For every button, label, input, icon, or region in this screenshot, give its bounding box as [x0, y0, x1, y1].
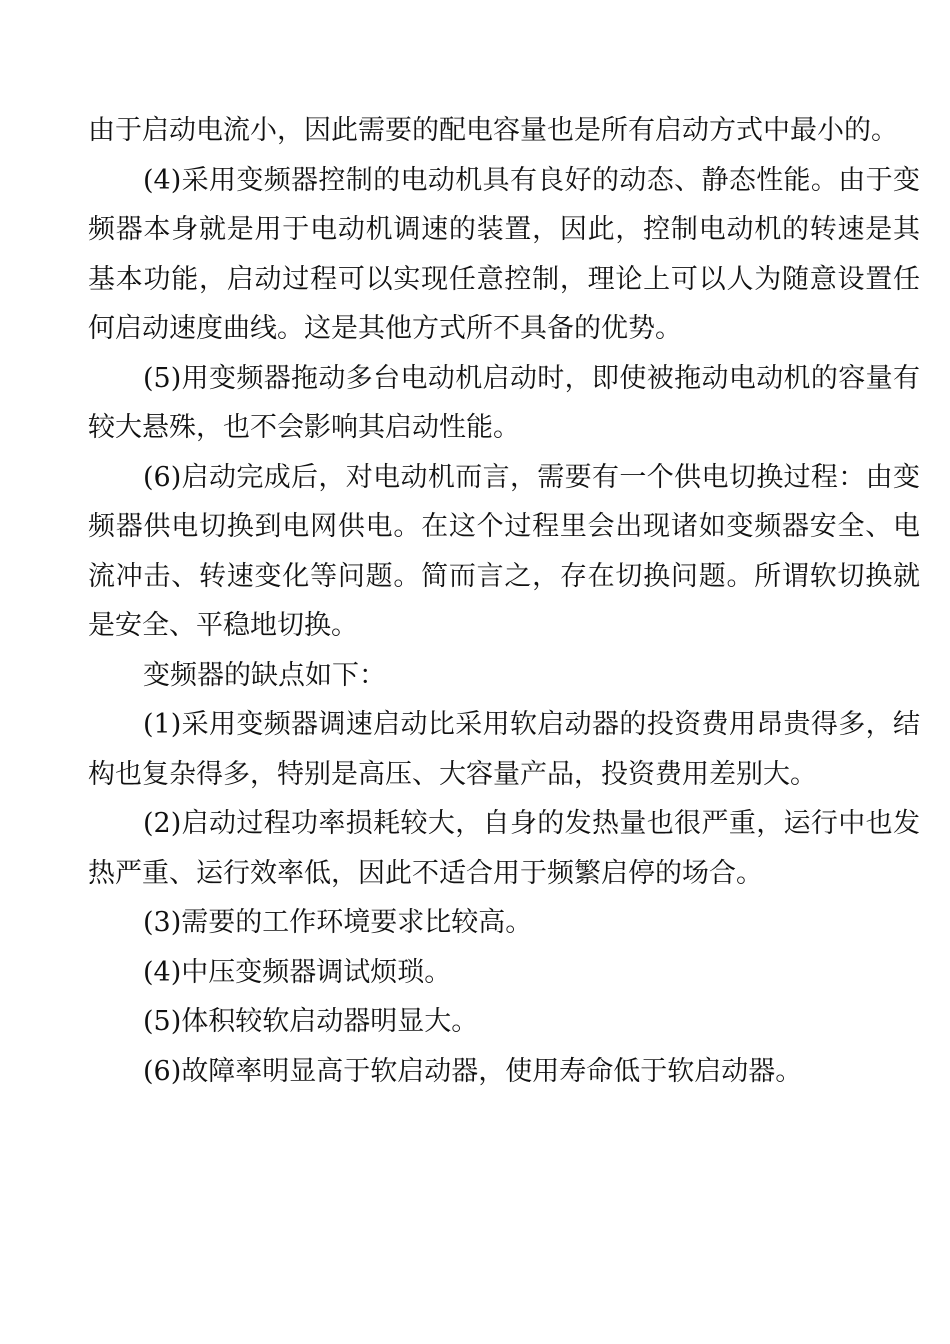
- paragraph-disadvantage-4: (4)中压变频器调试烦琐。: [143, 956, 452, 988]
- paragraph-disadvantage-5: (5)体积较软启动器明显大。: [143, 1006, 479, 1037]
- paragraph-disadvantages-heading: 变频器的缺点如下：: [143, 659, 386, 691]
- paragraph-continuation: 由于启动电流小，因此需要的配电容量也是所有启动方式中最小的。: [88, 115, 898, 146]
- paragraph-disadvantage-2: (2)启动过程功率损耗较大，自身的发热量也很严重，运行中也发热严重、运行效率低，因此不适合用于频繁启停的场合。: [88, 808, 920, 889]
- paragraph-disadvantage-3: (3)需要的工作环境要求比较高。: [143, 907, 533, 938]
- paragraph-advantage-4: (4)采用变频器控制的电动机具有良好的动态、静态性能。由于变频器本身就是用于电动机调速的装置，因此，控制电动机的转速是其基本功能，启动过程可以实现任意控制，理论上可以人为随意设置任何启动速度曲线。这是其他方式所不具备的优势。: [88, 164, 920, 344]
- paragraph-disadvantage-6: (6)故障率明显高于软启动器，使用寿命低于软启动器。: [143, 1055, 803, 1087]
- paragraph-advantage-5: (5)用变频器拖动多台电动机启动时，即使被拖动电动机的容量有较大悬殊，也不会影响其启动性能。: [88, 362, 920, 443]
- paragraph-advantage-6: (6)启动完成后，对电动机而言，需要有一个供电切换过程：由变频器供电切换到电网供电。在这个过程里会出现诸如变频器安全、电流冲击、转速变化等问题。简而言之，存在切换问题。所谓软切换就是安全、平稳地切换。: [88, 461, 920, 641]
- paragraph-disadvantage-1: (1)采用变频器调速启动比采用软启动器的投资费用昂贵得多，结构也复杂得多，特别是高压、大容量产品，投资费用差别大。: [88, 709, 920, 790]
- document-page: [88, 106, 920, 1096]
